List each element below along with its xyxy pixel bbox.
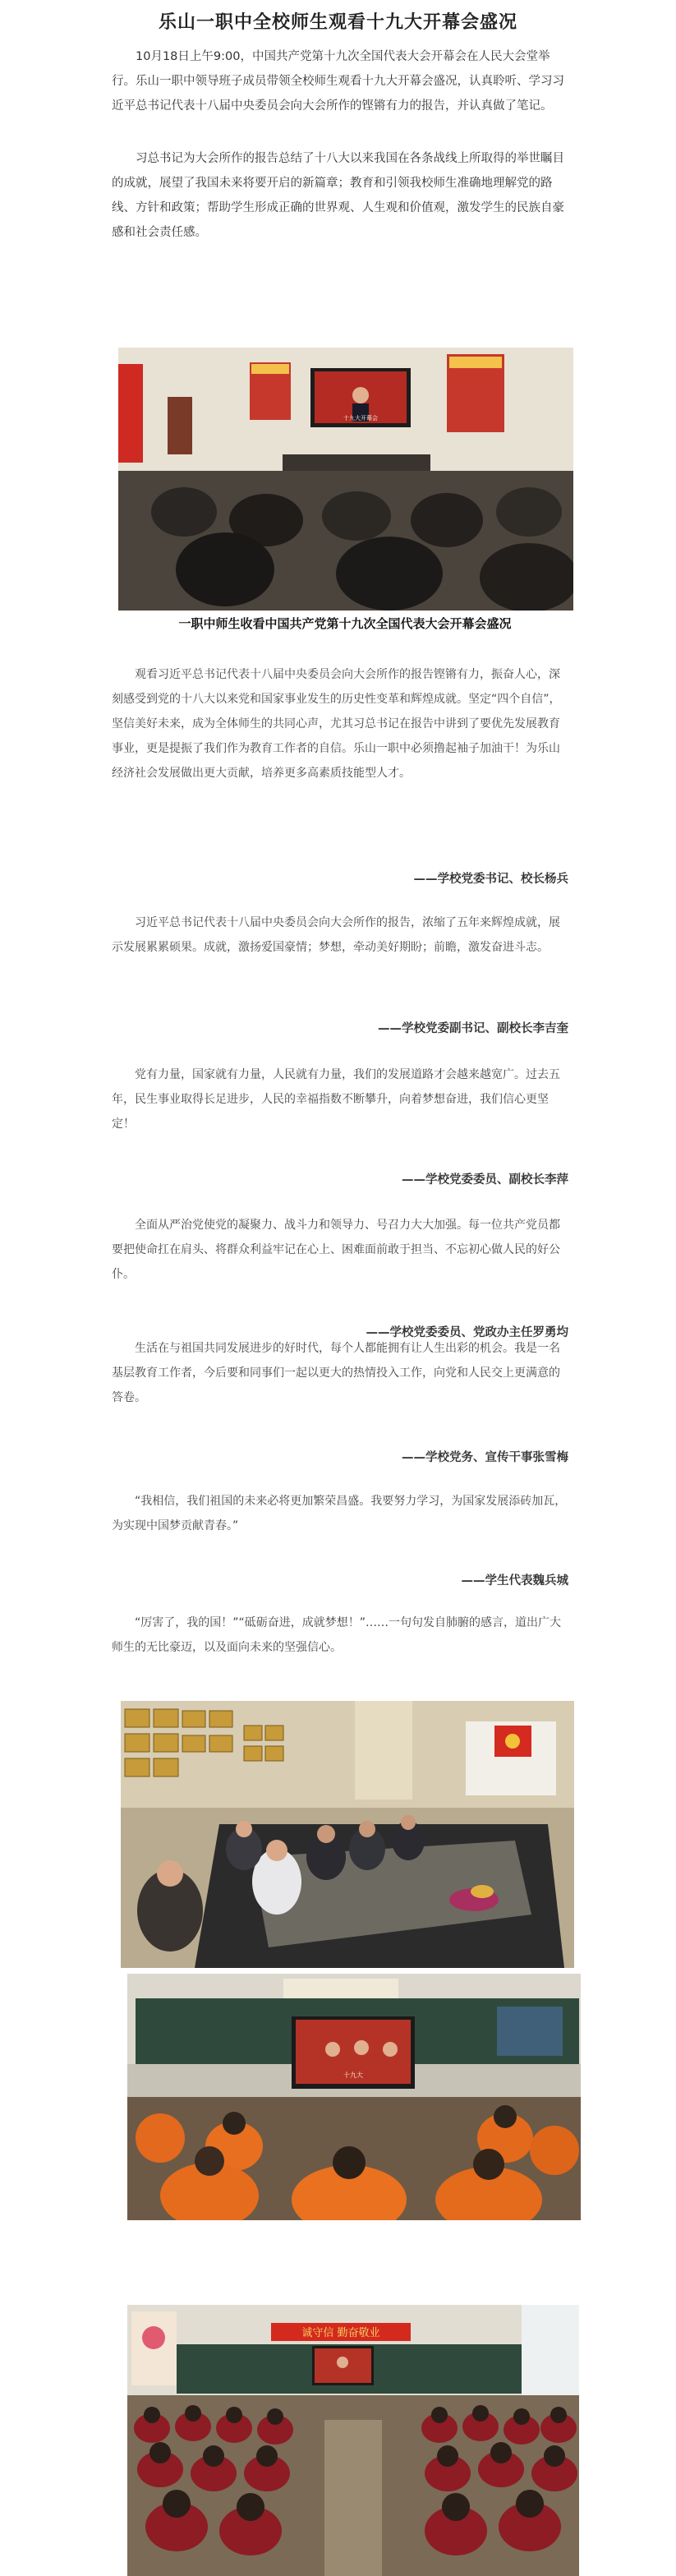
photo-conference-room: [121, 1701, 574, 1968]
remark-text-1: 观看习近平总书记代表十八届中央委员会向大会所作的报告铿锵有力，振奋人心，深刻感受到党的十八大以来党和国家事业发生的历史性变革和辉煌成就。坚定“四个自信”，坚信美好未来，成为全体师生的共同心声，尤其习总书记在报告中讲到了要优先发展教育事业，更是提振了我们作为教育工作者的自信。乐山一职中必须撸起袖子加油干！为乐山经济社会发展做出更大贡献，培养更多高素质技能型人才。: [112, 668, 561, 780]
remark-text-5: 生活在与祖国共同发展进步的好时代，每个人都能拥有让人生出彩的机会。我是一名基层教育工作者，今后要和同事们一起以更大的热情投入工作，向党和人民交上更满意的答卷。: [112, 1342, 560, 1404]
intro-paragraph-2: 习总书记为大会所作的报告总结了十八大以来我国在各条战线上所取得的举世瞩目的成就，展望了我国未来将要开启的新篇章；教育和引领我校师生准确地理解党的路线、方针和政策；帮助学生形成正确的世界观、人生观和价值观，激发学生的民族自豪感和社会责任感。: [112, 152, 564, 239]
remark-text-4: 全面从严治党使党的凝聚力、战斗力和领导力、号召力大大加强。每一位共产党员都要把使命扛在肩头、将群众利益牢记在心上、困难面前敢于担当、不忘初心做人民的好公仆。: [112, 1219, 560, 1281]
classroom-red-scene: [127, 2305, 579, 2576]
classroom-orange-scene: [127, 1974, 581, 2220]
remark-text-2: 习近平总书记代表十八届中央委员会向大会所作的报告，浓缩了五年来辉煌成就，展示发展累累硕果。成就，激扬爱国豪情；梦想，牵动美好期盼；前瞻，激发奋进斗志。: [112, 916, 560, 954]
photo-meeting-room: [118, 348, 573, 611]
remark-signature-2: ——学校党委副书记、副校长李吉奎: [378, 1022, 568, 1035]
remark-signature-1: ——学校党委书记、校长杨兵: [413, 873, 568, 886]
remark-signature-3: ——学校党委委员、副校长李萍: [402, 1173, 568, 1187]
photo-caption: 一职中师生收看中国共产党第十九次全国代表大会开幕会盛况: [178, 616, 512, 631]
tv-screen-text: 十九大开幕会: [343, 415, 378, 422]
remark-signature-6: ——学生代表魏兵城: [461, 1574, 568, 1588]
remark-text-3: 党有力量，国家就有力量，人民就有力量，我们的发展道路才会越来越宽广。过去五年，民生事业取得长足进步，人民的幸福指数不断攀升，向着梦想奋进，我们信心更坚定！: [112, 1068, 560, 1131]
classroom-tv-text: 十九大: [343, 2071, 363, 2079]
remark-text-6: “我相信，我们祖国的未来必将更加繁荣昌盛。我要努力学习，为国家发展添砖加瓦，为实现中国梦贡献青春。”: [112, 1495, 567, 1532]
article-title: 乐山一职中全校师生观看十九大开幕会盛况: [158, 12, 517, 33]
photo-classroom-orange: [127, 1974, 581, 2220]
classroom-banner: 诚守信 勤奋敬业: [301, 2327, 380, 2339]
intro-paragraph-1: 10月18日上午9:00，中国共产党第十九次全国代表大会开幕会在人民大会堂举行。乐山一职中领导班子成员带领全校师生观看十九大开幕会盛况，认真聆听、学习习近平总书记代表十八届中央委员会向大会所作的铿锵有力的报告，并认真做了笔记。: [112, 50, 564, 113]
conference-room-scene: [121, 1701, 574, 1968]
remark-signature-5: ——学校党务、宣传干事张雪梅: [402, 1451, 568, 1464]
photo-classroom-red: [127, 2305, 579, 2576]
meeting-room-scene: [118, 348, 573, 611]
remark-text-7: “厉害了，我的国！”“砥砺奋进，成就梦想！”……一句句发自肺腑的感言，道出广大师生的无比豪迈，以及面向未来的坚强信心。: [112, 1616, 562, 1654]
remark-signature-4: ——学校党委委员、党政办主任罗勇均: [366, 1326, 568, 1339]
